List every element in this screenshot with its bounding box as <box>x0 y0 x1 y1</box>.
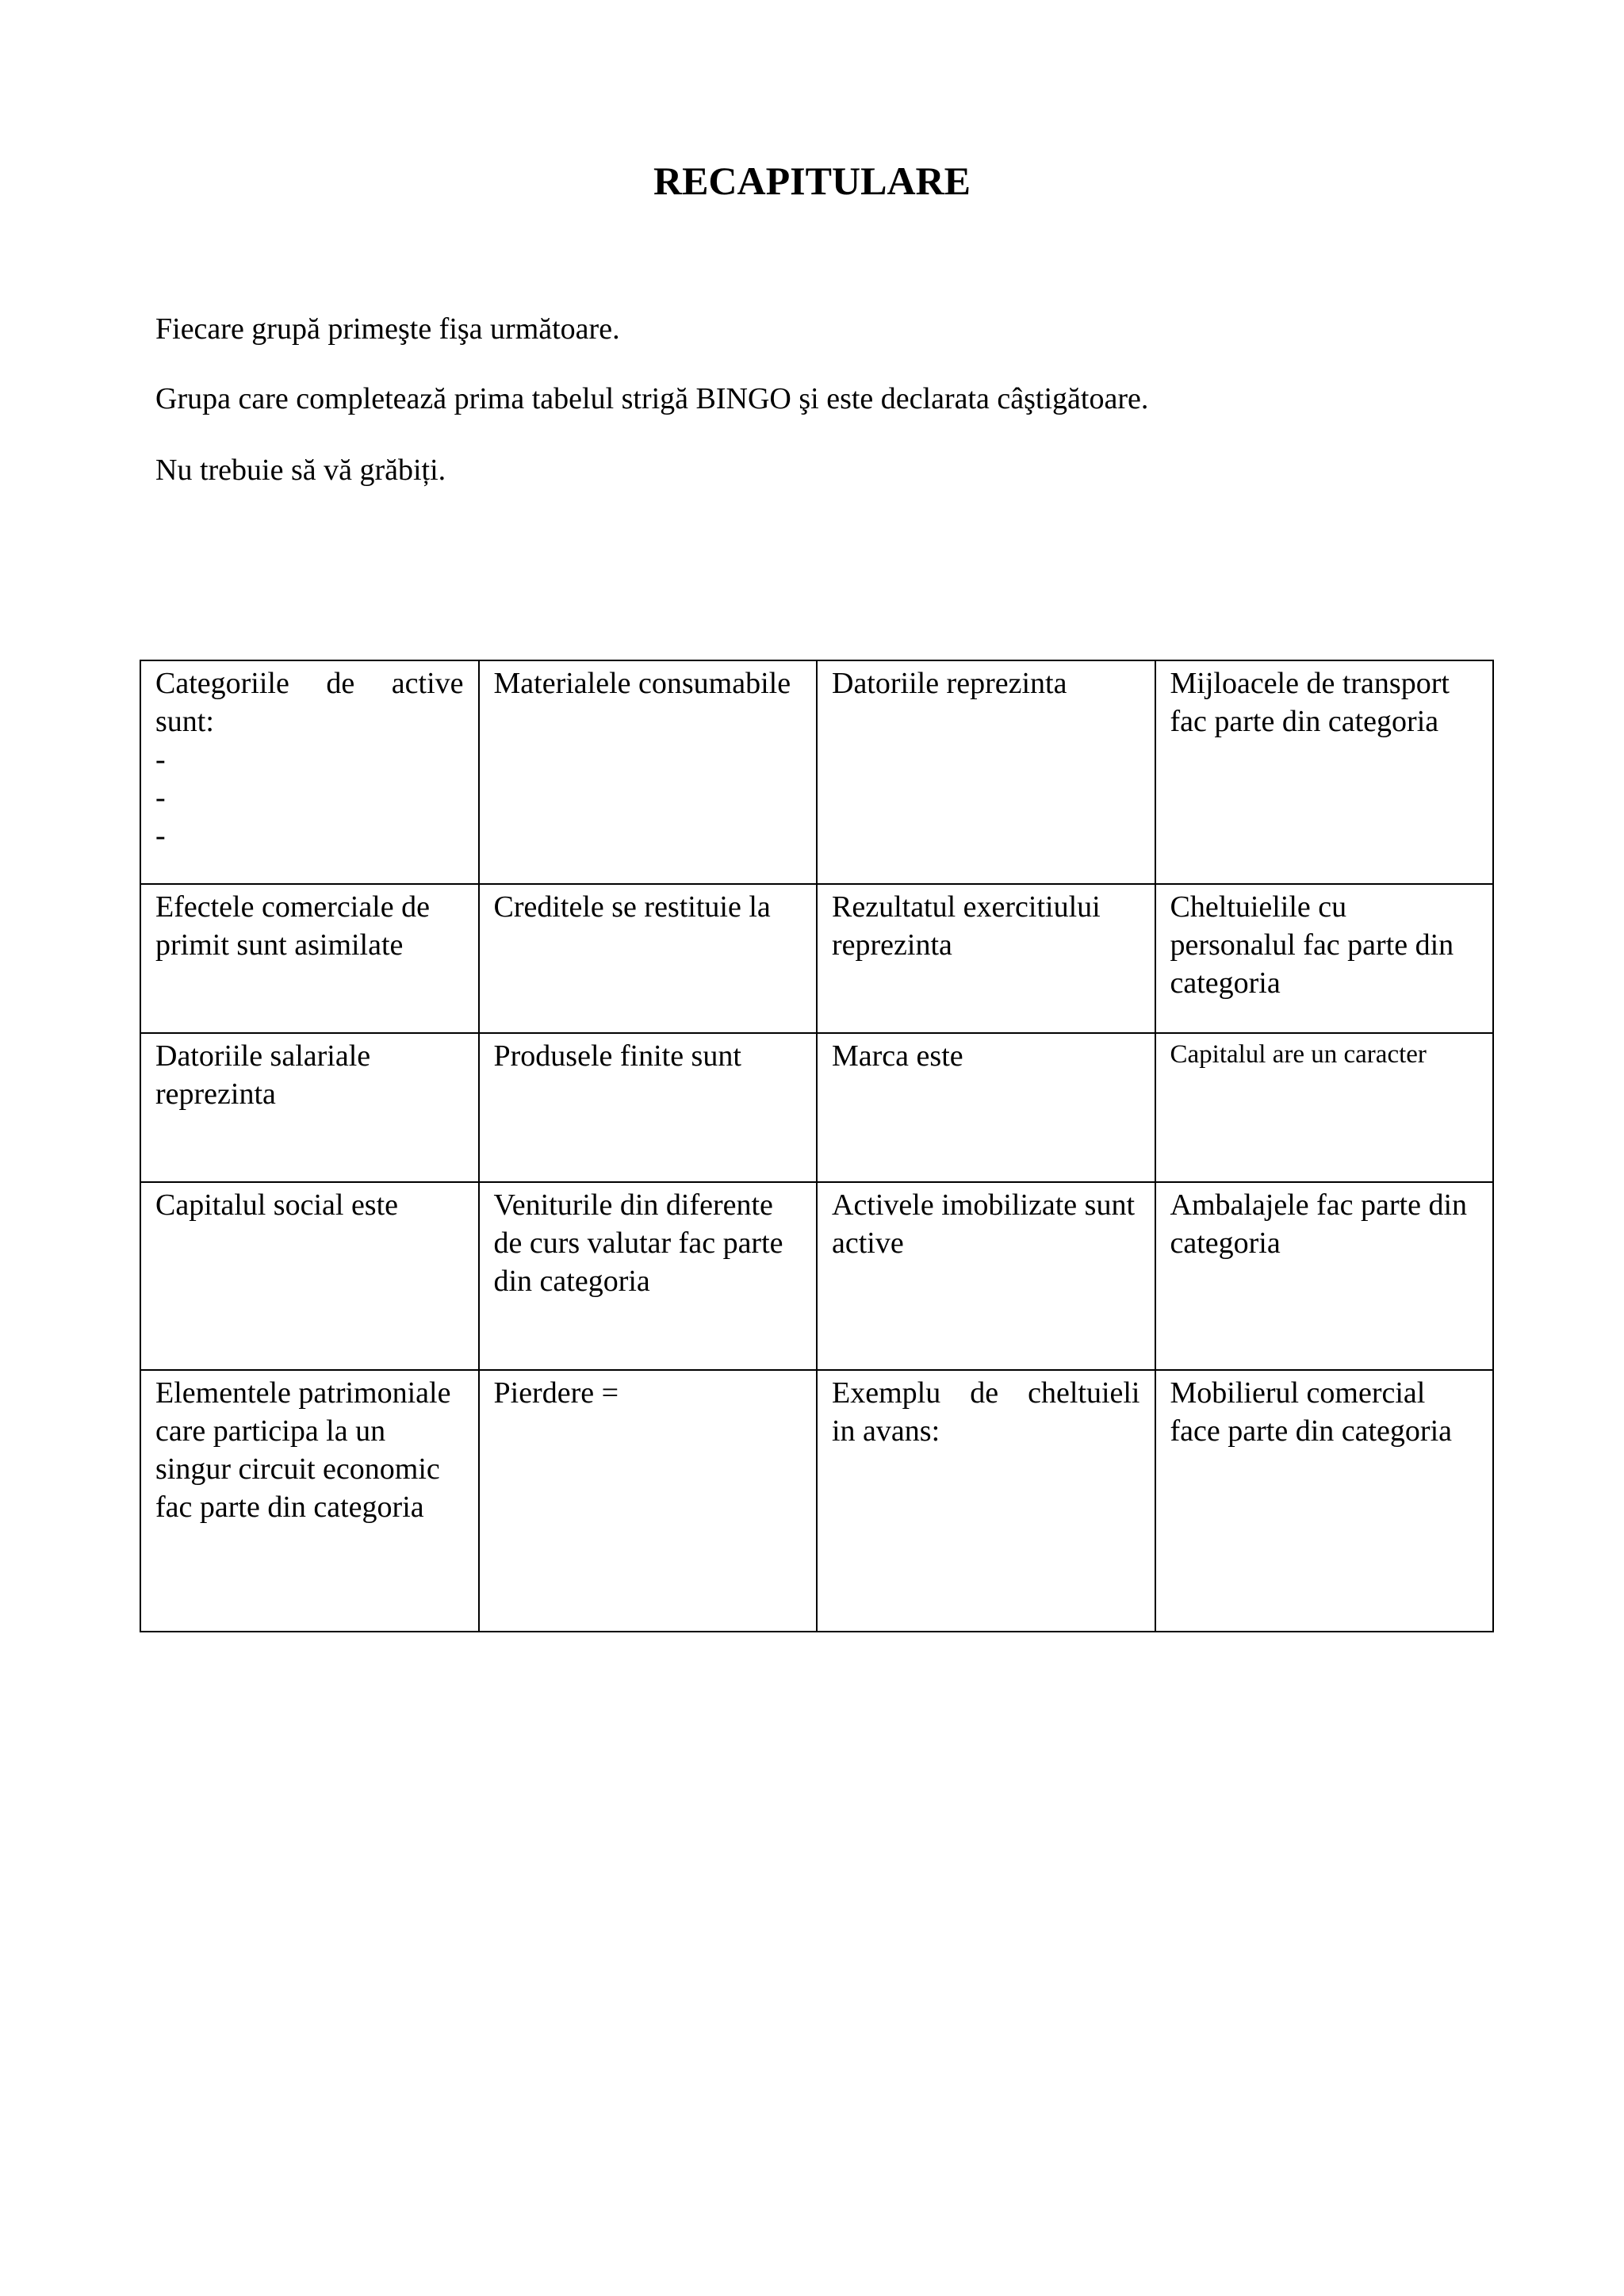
cell-text: Pierdere = <box>493 1376 619 1410</box>
cell-text: Produsele finite sunt <box>493 1039 741 1073</box>
cell-text: in avans: <box>832 1414 940 1448</box>
cell-text: Veniturile din diferente de curs valutar fac parte din categoria <box>493 1188 783 1298</box>
table-cell <box>817 1370 1155 1632</box>
table-cell <box>1155 660 1494 884</box>
cell-text: Marca este <box>832 1039 963 1073</box>
table-row <box>140 1370 1493 1632</box>
table-row <box>140 884 1493 1033</box>
cell-text: Ambalajele fac parte din categoria <box>1170 1188 1468 1260</box>
table-cell <box>140 1370 479 1632</box>
table-cell <box>479 1033 818 1182</box>
table-cell <box>479 1370 818 1632</box>
table-cell <box>479 884 818 1033</box>
table-row <box>140 1182 1493 1370</box>
cell-text: Capitalul are un caracter <box>1170 1040 1427 1069</box>
dash-line: - <box>155 781 166 814</box>
cell-text: Exemplu de cheltuieli <box>832 1376 1140 1410</box>
table-row <box>140 1033 1493 1182</box>
cell-text: Creditele se restituie la <box>493 890 771 924</box>
intro-line: Nu trebuie să vă grăbiți. <box>155 453 446 487</box>
table-cell <box>140 1033 479 1182</box>
cell-text: Elementele patrimoniale care participa la un singur circuit economic fac parte din categoria <box>155 1376 451 1524</box>
cell-text: Mobilierul comercial face parte din categoria <box>1170 1376 1452 1448</box>
table-row <box>140 660 1493 884</box>
table-cell <box>479 660 818 884</box>
page-title: RECAPITULARE <box>653 159 971 203</box>
table-cell <box>140 1182 479 1370</box>
cell-text: Datoriile salariale reprezinta <box>155 1039 371 1111</box>
table-cell <box>1155 1370 1494 1632</box>
bingo-table <box>140 660 1494 1632</box>
table-cell <box>817 884 1155 1033</box>
cell-text: Rezultatul exercitiului reprezinta <box>832 890 1101 962</box>
table-cell <box>140 884 479 1033</box>
cell-text: Mijloacele de transport fac parte din categoria <box>1170 667 1450 738</box>
cell-text: Activele imobilizate sunt active <box>832 1188 1136 1260</box>
cell-text: Materialele consumabile <box>493 667 791 700</box>
table-cell <box>817 1182 1155 1370</box>
table-cell <box>140 660 479 884</box>
cell-text: Cheltuielile cu personalul fac parte din categoria <box>1170 890 1454 1000</box>
dash-line: - <box>155 819 166 852</box>
intro-line: Grupa care completează prima tabelul strigă BINGO şi este declarata câştigătoare. <box>155 382 1149 415</box>
cell-text: Efectele comerciale de primit sunt asimilate <box>155 890 430 962</box>
cell-text: Datoriile reprezinta <box>832 667 1067 700</box>
cell-text: Capitalul social este <box>155 1188 399 1222</box>
table-cell <box>479 1182 818 1370</box>
table-cell <box>1155 884 1494 1033</box>
intro-line: Fiecare grupă primeşte fişa următoare. <box>155 312 620 346</box>
table-cell <box>817 1033 1155 1182</box>
dash-line: - <box>155 743 166 776</box>
cell-text: sunt: <box>155 705 214 738</box>
table-cell <box>817 660 1155 884</box>
cell-text: Categoriile de active <box>155 667 464 700</box>
table-cell <box>1155 1033 1494 1182</box>
table-cell <box>1155 1182 1494 1370</box>
